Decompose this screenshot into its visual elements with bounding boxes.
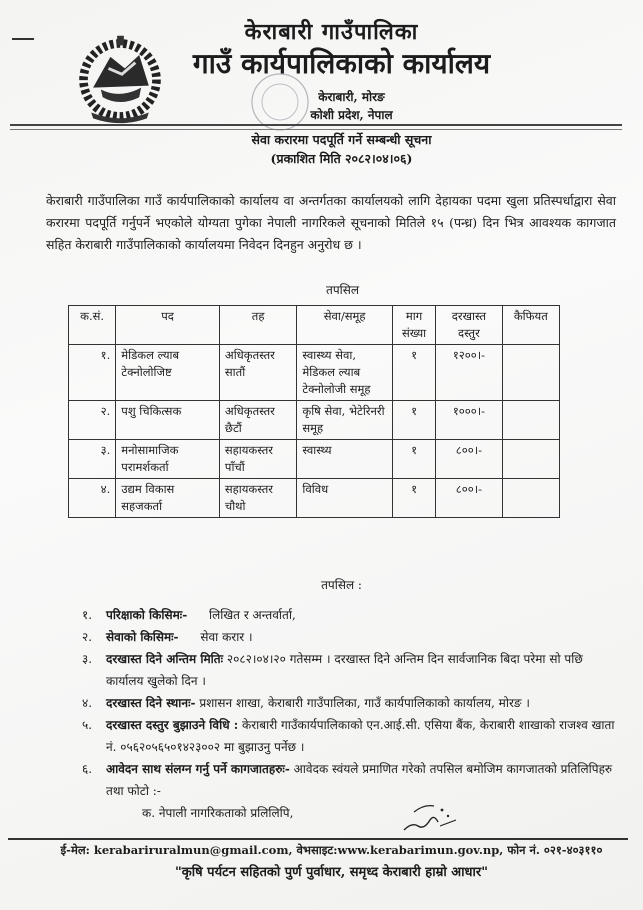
cell-demand: १ [392,345,435,401]
cell-sn: ४. [69,479,116,518]
cell-fee: १२००।- [436,345,502,401]
header-divider [10,124,622,130]
vacancy-table [68,305,560,518]
detail-item-deadline [82,648,622,692]
address-line-2: कोशी प्रदेश, नेपाल [310,108,393,122]
cell-demand: १ [392,479,435,518]
office-name: गाउँ कार्यपालिकाको कार्यालय [192,47,491,80]
detail-number: ४. [82,696,93,710]
details-list [82,604,622,824]
header-post: पद [116,306,220,345]
cell-post: उद्यम विकास सहजकर्ता [116,479,220,518]
detail-text: २०८२।०४।२० गतेसम्म । दरखास्त दिने अन्तिम दिन सार्वजानिक बिदा परेमा सो पछि कार्यालय खुलेको दिन । [106,652,583,688]
detail-label: दरखास्त दस्तुर बुझाउने विधि : [106,718,239,732]
document-sub-item: क. नेपाली नागरिकताको प्रलिलिपि, [142,806,294,820]
detail-label: आवेदन साथ संलग्न गर्नु पर्ने कागजातहरुः- [106,762,290,776]
cell-sn: ३. [69,440,116,479]
footer-contact: ई-मेल: kerabariruralmun@gmail.com, वेभसाइट:www.kerabarimun.gov.np, फोन नं. ०२१-४०३११० [60,843,603,857]
signature-icon [400,800,460,836]
detail-number: ३. [82,652,93,666]
table-row [69,440,560,479]
header-fee: दरखास्त दस्तुर [436,306,502,345]
cell-level: सहायकस्तर पाँचौं [219,440,296,479]
detail-item-documents [82,758,622,802]
notice-body: केराबारी गाउँपालिका गाउँ कार्यपालिकाको कार्यालय वा अन्तर्गतका कार्यालयको लागि देहायका पदमा खुला प्रतिस्पर्धाद्वारा सेवा करारमा पदपूर्ति गर्नुपर्ने भएकोले योग्यता पुगेका नेपाली नागरिकले सूचनाको मितिले १५ (पन्ध्र) दिन भित्र आवश्यक कागजात सहित केराबारी गाउँपालिकाको कार्यालयमा निवेदन दिनहुन अनुरोध छ । [46,193,616,252]
detail-text: केराबारी गाउँकार्यपालिकाको एन.आई.सी. एसिया बैंक, केराबारी शाखाको राजश्व खाता नं. ०५६२०५६५०१४२३००२ मा बुझाउनु पर्नेछ । [106,718,615,754]
address-line-1: केराबारी, मोरङ [318,90,385,104]
table-header-row [69,306,560,345]
detail-item-fee-payment [82,714,622,758]
table-row [69,345,560,401]
header-sn: क.सं. [69,306,116,345]
cell-level: सहायकस्तर चौथो [219,479,296,518]
cell-level: अधिकृतस्तर सातौं [219,345,296,401]
detail-label: सेवाको किसिमः- [106,630,179,644]
cell-fee: ८००।- [436,440,502,479]
detail-number: २. [82,630,93,644]
footer-divider [8,838,628,840]
cell-level: अधिकृतस्तर छैटौं [219,401,296,440]
cell-remark [502,401,559,440]
header-demand: माग संख्या [392,306,435,345]
detail-item-exam-type [82,604,622,626]
municipality-name: केराबारी गाउँपालिका [244,19,419,45]
cell-sn: १. [69,345,116,401]
detail-number: ५. [82,718,93,732]
published-date: (प्रकाशित मिति २०८२।०४।०६) [270,151,413,166]
detail-text: प्रशासन शाखा, केराबारी गाउँपालिका, गाउँ कार्यपालिकाको कार्यालय, मोरङ । [199,696,530,710]
detail-text: लिखित र अन्तर्वार्ता, [209,608,296,622]
cell-fee: ८००।- [436,479,502,518]
cell-group: विविध [297,479,393,518]
cell-post: मनोसामाजिक परामर्शकर्ता [116,440,220,479]
cell-sn: २. [69,401,116,440]
cell-demand: १ [392,440,435,479]
detail-label: दरखास्त दिने अन्तिम मितिः [106,652,224,666]
cell-post: मेडिकल ल्याब टेक्नोलोजिष्ट [116,345,220,401]
cell-remark [502,440,559,479]
cell-demand: १ [392,401,435,440]
table-row [69,479,560,518]
detail-item-location [82,692,622,714]
footer-slogan: "कृषि पर्यटन सहितको पुर्ण पुर्वाधार, समृध्द केराबारी हाम्रो आधार" [175,865,488,880]
header-group: सेवा/समूह [297,306,393,345]
detail-number: ६. [82,762,93,776]
detail-item-service-type [82,626,622,648]
header-remark: कैफियत [502,306,559,345]
details-caption: तपसिल : [321,578,362,592]
cell-group: कृषि सेवा, भेटेरिनरी समूह [297,401,393,440]
cell-fee: १०००।- [436,401,502,440]
table-row [69,401,560,440]
detail-text: सेवा करार । [200,630,253,644]
detail-text: आवेदक स्वंयले प्रमाणित गरेको तपसिल बमोजिम कागजातको प्रतिलिपिहरु तथा फोटो :- [106,762,613,798]
detail-label: परिक्षाको किसिमः- [106,608,188,622]
notice-subject: सेवा करारमा पदपूर्ति गर्ने सम्बन्धी सूचना [251,132,432,147]
cell-remark [502,345,559,401]
cell-group: स्वास्थ्य [297,440,393,479]
detail-number: १. [82,608,93,622]
detail-label: दरखास्त दिने स्थानः- [106,696,196,710]
cell-remark [502,479,559,518]
header-level: तह [219,306,296,345]
cell-post: पशु चिकित्सक [116,401,220,440]
table-caption: तपसिल [325,283,359,297]
cell-group: स्वास्थ्य सेवा, मेडिकल ल्याब टेक्नोलोजी समूह [297,345,393,401]
